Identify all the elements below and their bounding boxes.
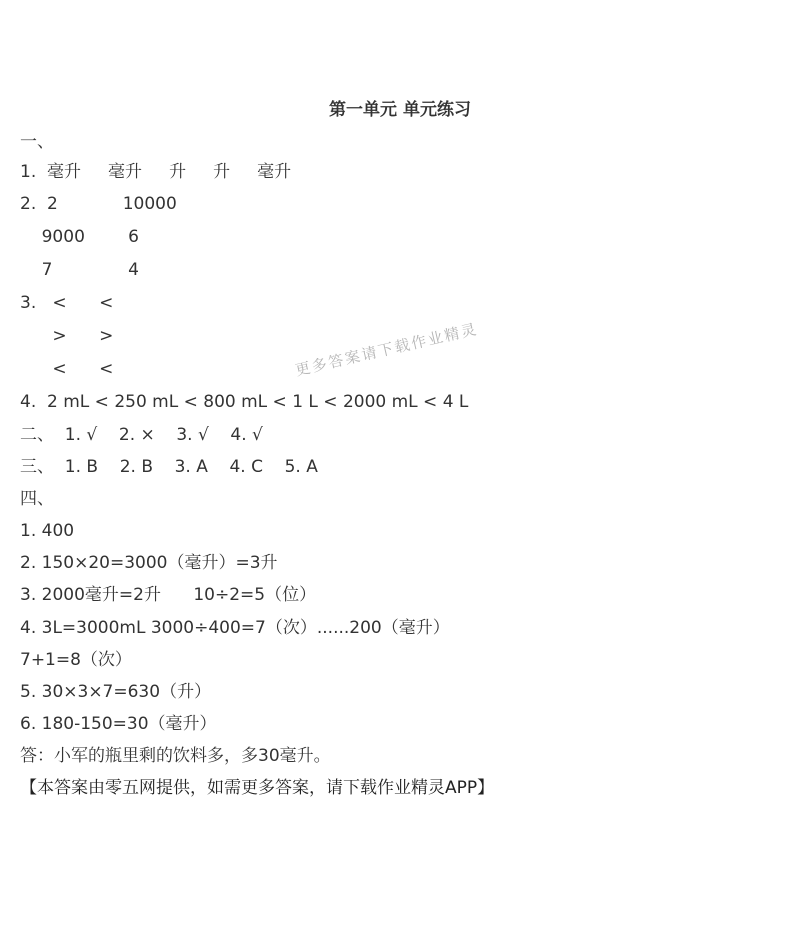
section-1-heading: 一、: [20, 132, 54, 152]
answer-line-1-2c: 7 4: [20, 260, 139, 280]
watermark: 更多答案请下载作业精灵: [293, 319, 480, 380]
answer-line-1-3c: < <: [20, 359, 114, 379]
section-2-answers: 二、 1. √ 2. × 3. √ 4. √: [20, 425, 263, 445]
answer-line-4-4b: 7+1=8（次）: [20, 650, 132, 670]
answer-line-1-3b: > >: [20, 326, 114, 346]
answer-line-1-2b: 9000 6: [20, 227, 139, 247]
answer-line-4-2: 2. 150×20=3000（毫升）=3升: [20, 553, 278, 573]
answer-line-4-5: 5. 30×3×7=630（升）: [20, 682, 212, 702]
answer-line-4-4a: 4. 3L=3000mL 3000÷400=7（次）......200（毫升）: [20, 618, 450, 638]
section-3-answers: 三、 1. B 2. B 3. A 4. C 5. A: [20, 457, 318, 477]
answer-line-4-6: 6. 180-150=30（毫升）: [20, 714, 217, 734]
page-title: 第一单元 单元练习: [329, 100, 471, 120]
answer-line-1-4: 4. 2 mL < 250 mL < 800 mL < 1 L < 2000 mL < 4 L: [20, 392, 469, 412]
answer-line-1-2a: 2. 2 10000: [20, 194, 177, 214]
footer-note: 【本答案由零五网提供，如需更多答案，请下载作业精灵APP】: [20, 778, 495, 798]
section-4-heading: 四、: [20, 489, 54, 509]
answer-line-1-3a: 3. < <: [20, 293, 114, 313]
answer-line-4-1: 1. 400: [20, 521, 75, 541]
final-answer: 答：小军的瓶里剩的饮料多，多30毫升。: [20, 746, 331, 766]
answer-line-1-1: 1. 毫升 毫升 升 升 毫升: [20, 162, 292, 182]
answer-line-4-3: 3. 2000毫升=2升 10÷2=5（位）: [20, 585, 317, 605]
